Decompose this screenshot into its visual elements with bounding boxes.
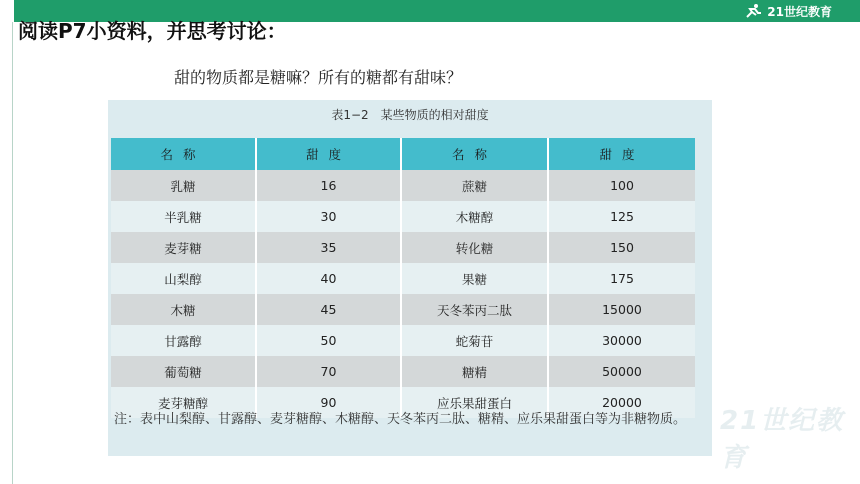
substance-name: 麦芽糖 xyxy=(111,232,256,263)
sweetness-value: 30000 xyxy=(548,325,695,356)
sweetness-value: 125 xyxy=(548,201,695,232)
substance-name: 甘露醇 xyxy=(111,325,256,356)
substance-name: 木糖醇 xyxy=(401,201,548,232)
sweetness-value: 70 xyxy=(256,356,401,387)
textbook-excerpt xyxy=(108,100,712,456)
sweetness-value: 20000 xyxy=(548,387,695,418)
substance-name: 半乳糖 xyxy=(111,201,256,232)
column-header-sweetness: 甜度 xyxy=(548,138,695,170)
substance-name: 转化糖 xyxy=(401,232,548,263)
sweetness-value: 175 xyxy=(548,263,695,294)
sweetness-value: 45 xyxy=(256,294,401,325)
substance-name: 蔗糖 xyxy=(401,170,548,201)
sweetness-table xyxy=(111,138,695,418)
substance-name: 果糖 xyxy=(401,263,548,294)
brand-logo xyxy=(743,2,832,20)
sweetness-value: 150 xyxy=(548,232,695,263)
table-row xyxy=(111,232,695,263)
table-row xyxy=(111,201,695,232)
sweetness-value: 90 xyxy=(256,387,401,418)
table-row xyxy=(111,170,695,201)
substance-name: 乳糖 xyxy=(111,170,256,201)
column-header-name: 名称 xyxy=(111,138,256,170)
sweetness-value: 50 xyxy=(256,325,401,356)
sweetness-value: 30 xyxy=(256,201,401,232)
substance-name: 葡萄糖 xyxy=(111,356,256,387)
left-margin-rule xyxy=(0,22,13,484)
logo-text: 21世纪教育 xyxy=(767,4,832,19)
table-row xyxy=(111,263,695,294)
substance-name: 蛇菊苷 xyxy=(401,325,548,356)
column-header-name: 名称 xyxy=(401,138,548,170)
table-caption: 表1−2 某些物质的相对甜度 xyxy=(331,108,489,122)
column-header-sweetness: 甜度 xyxy=(256,138,401,170)
sweetness-value: 40 xyxy=(256,263,401,294)
substance-name: 糖精 xyxy=(401,356,548,387)
discussion-question: 甜的物质都是糖嘛？所有的糖都有甜味？ xyxy=(174,68,463,87)
sweetness-value: 16 xyxy=(256,170,401,201)
sweetness-value: 15000 xyxy=(548,294,695,325)
substance-name: 麦芽糖醇 xyxy=(111,387,256,418)
watermark: 21世纪教育 xyxy=(720,406,845,473)
table-row xyxy=(111,294,695,325)
substance-name: 应乐果甜蛋白 xyxy=(401,387,548,418)
table-footnote: 注：表中山梨醇、甘露醇、麦芽糖醇、木糖醇、天冬苯丙二肽、糖精、应乐果甜蛋白等为非糖物质。 xyxy=(114,412,687,427)
table-header-row xyxy=(111,138,695,170)
substance-name: 木糖 xyxy=(111,294,256,325)
sweetness-value: 100 xyxy=(548,170,695,201)
runner-icon xyxy=(743,3,763,19)
table-row xyxy=(111,325,695,356)
sweetness-value: 50000 xyxy=(548,356,695,387)
sweetness-value: 35 xyxy=(256,232,401,263)
substance-name: 天冬苯丙二肽 xyxy=(401,294,548,325)
table-row xyxy=(111,356,695,387)
banner-notch xyxy=(0,0,14,22)
substance-name: 山梨醇 xyxy=(111,263,256,294)
page-heading: 阅读P7小资料，并思考讨论： xyxy=(18,19,287,43)
